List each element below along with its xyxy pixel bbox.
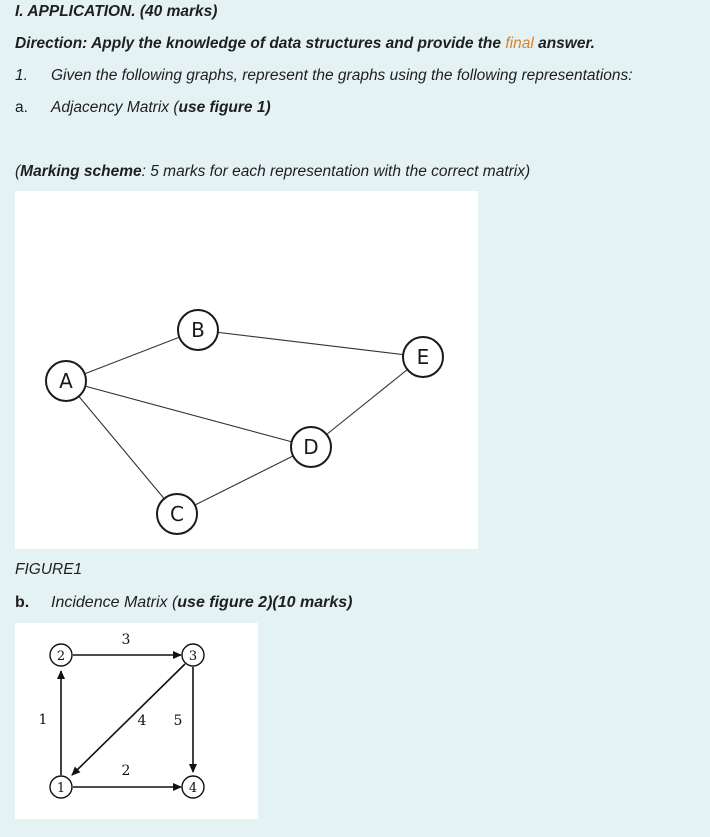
direction-prefix: Direction: Apply the knowledge of data structures and provide the <box>15 35 506 52</box>
figure-2 <box>15 623 258 819</box>
edge-c-d <box>177 447 311 514</box>
svg-text:1: 1 <box>56 781 66 796</box>
figure-1-caption: FIGURE1 <box>15 561 83 578</box>
direction-line <box>15 35 595 53</box>
node-e <box>403 337 443 377</box>
svg-text:B: B <box>191 318 205 342</box>
question-1-number: 1. <box>15 67 28 84</box>
edge-label-1: 1 <box>38 712 48 728</box>
part-b <box>15 594 352 612</box>
node-1 <box>50 776 72 798</box>
node-2 <box>50 644 72 666</box>
edge-label-4: 4 <box>137 713 147 729</box>
part-b-letter: b. <box>15 594 30 611</box>
node-b <box>178 310 218 350</box>
node-a <box>46 361 86 401</box>
figure-1 <box>15 191 478 549</box>
node-d <box>291 427 331 467</box>
svg-text:D: D <box>303 435 319 459</box>
marking-scheme-label: Marking scheme <box>20 163 142 180</box>
marking-scheme: (Marking scheme: 5 marks for each representation with the correct matrix) <box>15 163 531 180</box>
svg-text:E: E <box>416 345 430 369</box>
edge-b-e <box>198 330 423 357</box>
question-1 <box>15 67 633 85</box>
part-a-letter: a. <box>15 99 28 116</box>
part-a <box>15 99 271 117</box>
part-b-text: Incidence Matrix ( <box>51 594 178 611</box>
direction-suffix: answer. <box>533 35 595 52</box>
svg-text:2: 2 <box>56 649 66 664</box>
edge-label-5: 5 <box>173 713 183 729</box>
edge-d-e <box>311 357 423 447</box>
edge-a-b <box>66 330 198 381</box>
node-c <box>157 494 197 534</box>
svg-text:C: C <box>170 502 184 526</box>
node-3 <box>182 644 204 666</box>
edge-label-2: 2 <box>121 763 131 779</box>
figure-2-graph <box>15 623 258 819</box>
svg-text:4: 4 <box>188 781 198 796</box>
part-b-bold: use figure 2)(10 marks) <box>177 594 353 611</box>
svg-text:A: A <box>59 369 73 393</box>
part-a-bold: use figure 1) <box>178 99 271 116</box>
svg-text:3: 3 <box>188 649 198 664</box>
marking-scheme-text: : 5 marks for each representation with the correct matrix) <box>141 163 531 180</box>
node-4 <box>182 776 204 798</box>
question-1-text: Given the following graphs, represent the graphs using the following representations: <box>51 67 633 84</box>
section-title: I. APPLICATION. (40 marks) <box>15 3 218 20</box>
direction-final-word: final <box>505 35 534 52</box>
figure-1-graph <box>15 191 478 549</box>
part-a-text: Adjacency Matrix ( <box>51 99 179 116</box>
edge-4 <box>72 664 185 775</box>
edge-label-3: 3 <box>121 632 131 648</box>
edge-a-c <box>66 381 177 514</box>
edge-a-d <box>66 381 311 447</box>
